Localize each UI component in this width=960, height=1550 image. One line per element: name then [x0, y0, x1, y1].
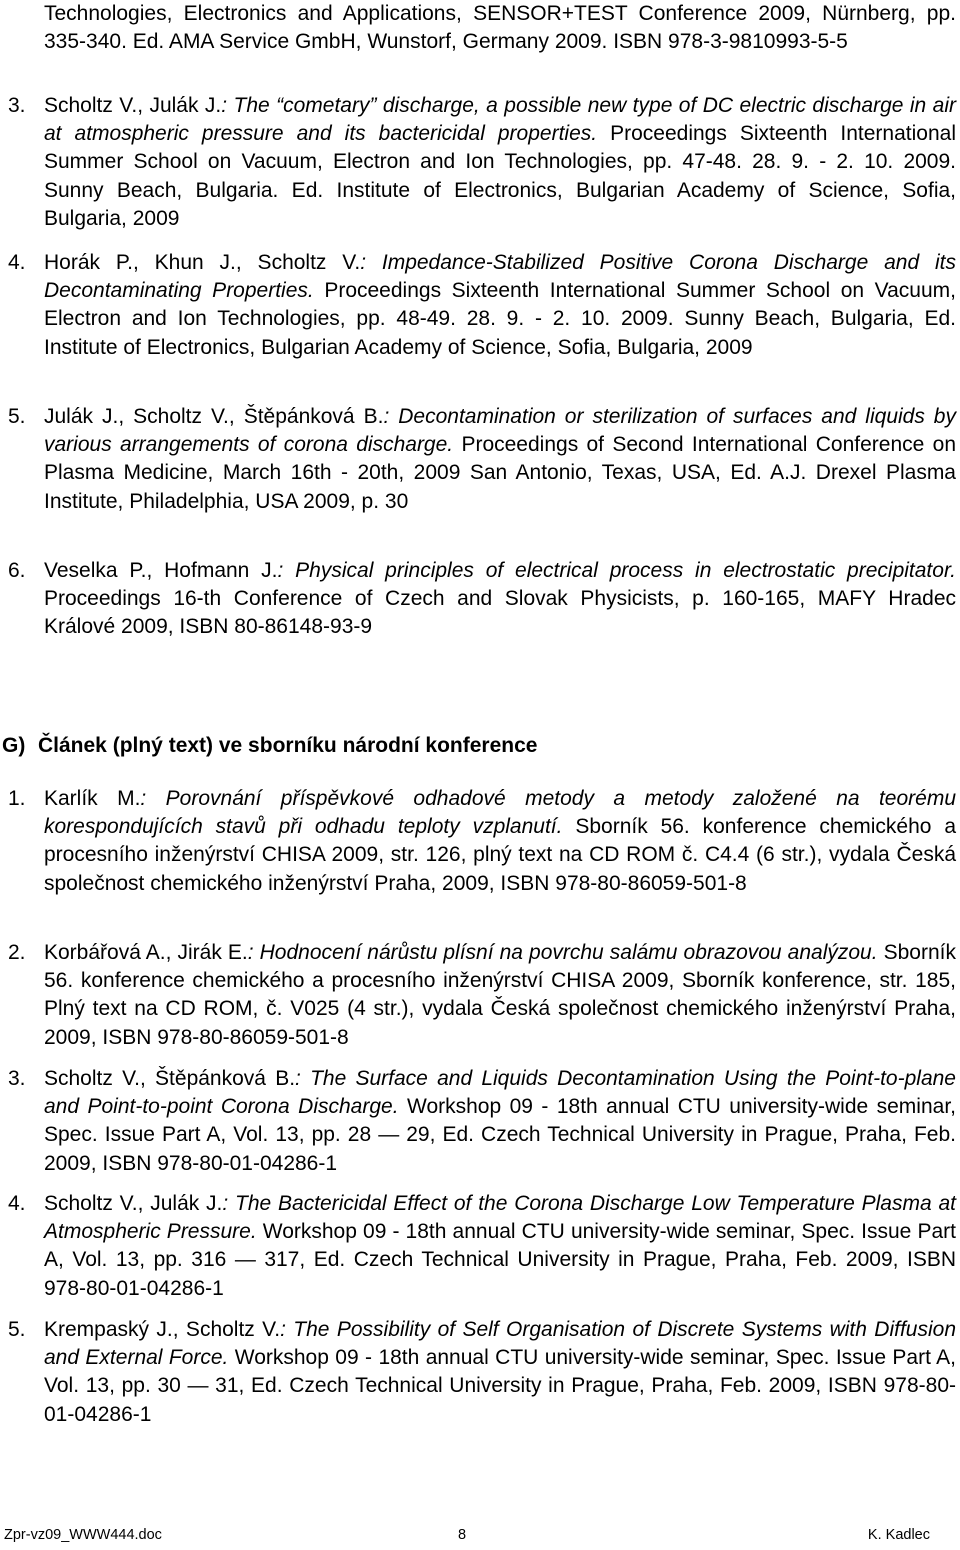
entry-authors: Scholtz V., Julák J.	[44, 1192, 223, 1215]
entry-number: 4.	[8, 1192, 26, 1215]
entry-authors: Karlík M.	[44, 787, 141, 810]
footer-page-number: 8	[458, 1527, 467, 1543]
entry-authors: Krempaský J., Scholtz V.	[44, 1318, 281, 1341]
reference-entry	[8, 249, 956, 362]
entry-number: 3.	[8, 1067, 26, 1090]
reference-entry	[8, 557, 956, 642]
entry-details: Proceedings of Second International Conference on Plasma Medicine, March 16th - 20th, 2009 San Antonio, Texas, USA, Ed. A.J. Drexel Plasma Institute, Philadelphia, USA 2009, p. 30	[44, 433, 957, 513]
entry-authors: Korbářová A., Jirák E.	[44, 941, 248, 964]
entry-number: 6.	[8, 559, 26, 582]
reference-entry	[8, 1316, 956, 1429]
entry-number: 2.	[8, 941, 26, 964]
section-title: Článek (plný text) ve sborníku národní konference	[38, 734, 538, 757]
page-footer	[0, 1525, 960, 1549]
entry-details: Workshop 09 - 18th annual CTU university-wide seminar, Spec. Issue Part A, Vol. 13, pp. 28 ― 29, Ed. Czech Technical University in Prague, Praha, Feb. 2009, ISBN 978-80-01-04286-1	[44, 1095, 956, 1175]
footer-author: K. Kadlec	[867, 1527, 930, 1543]
entry-authors: Scholtz V., Štěpánková B.	[44, 1067, 296, 1090]
entry-authors: Julák J., Scholtz V., Štěpánková B.	[44, 405, 384, 428]
entry-title: : Porovnání příspěvkové odhadové metody a metody založené na teorému korespondujících stavů při odhadu teploty vzplanutí.	[44, 787, 957, 839]
entry-title: : Hodnocení nárůstu plísní na povrchu salámu obrazovou analýzou.	[247, 941, 878, 964]
entry-number: 1.	[8, 787, 26, 810]
section-heading	[2, 732, 537, 760]
entry-details: Sborník 56. konference chemického a procesního inženýrství CHISA 2009, str. 126, plný text na CD ROM č. C4.4 (6 str.), vydala Česká společnost chemického inženýrství Praha, 2009, ISBN 978-80-86059-501-8	[44, 815, 956, 895]
reference-entry	[8, 939, 956, 1052]
entry-authors: Scholtz V., Julák J.	[44, 94, 222, 117]
entry-authors: Horák P., Khun J., Scholtz V.	[44, 251, 361, 274]
entry-number: 5.	[8, 405, 26, 428]
reference-entry	[8, 1190, 956, 1303]
footer-filename: Zpr-vz09_WWW444.doc	[4, 1527, 162, 1543]
entry-title: : The Surface and Liquids Decontamination Using the Point-to-plane and Point-to-point Corona Discharge.	[44, 1067, 956, 1119]
entry-details: Proceedings Sixteenth International Summer School on Vacuum, Electron and Ion Technologies, pp. 48-49. 28. 9. - 2. 10. 2009. Sunny Beach, Bulgaria, Ed. Institute of Electronics, Bulgarian Academy of Science, Sofia, Bulgaria, 2009	[44, 279, 956, 359]
reference-entry	[8, 1065, 956, 1178]
continued-entry	[8, 0, 956, 56]
entry-details: Workshop 09 - 18th annual CTU university-wide seminar, Spec. Issue Part A, Vol. 13, pp. 316 ― 317, Ed. Czech Technical University in Prague, Praha, Feb. 2009, ISBN 978-80-01-04286-1	[44, 1220, 956, 1300]
entry-title: : The “cometary” discharge, a possible new type of DC electric discharge in air at atmospheric pressure and its bactericidal properties.	[44, 94, 956, 146]
entry-number: 5.	[8, 1318, 26, 1341]
entry-title: : Physical principles of electrical process in electrostatic precipitator.	[277, 559, 956, 582]
entry-authors: Veselka P., Hofmann J.	[44, 559, 278, 582]
entry-title: : Decontamination or sterilization of surfaces and liquids by various arrangements of corona discharge.	[44, 405, 956, 457]
entry-details: Sborník 56. konference chemického a procesního inženýrství CHISA 2009, Sborník konference, str. 185, Plný text na CD ROM, č. V025 (4 str.), vydala Česká společnost chemického inženýrství Praha, 2009, ISBN 978-80-86059-501-8	[44, 941, 956, 1049]
entry-title: : The Bactericidal Effect of the Corona Discharge Low Temperature Plasma at Atmospheric Pressure.	[44, 1192, 956, 1244]
section-letter: G)	[2, 734, 26, 757]
entry-details: Proceedings Sixteenth International Summer School on Vacuum, Electron and Ion Technologies, pp. 47-48. 28. 9. - 2. 10. 2009. Sunny Beach, Bulgaria. Ed. Institute of Electronics, Bulgarian Academy of Science, Sofia, Bulgaria, 2009	[44, 122, 956, 230]
entry-number: 4.	[8, 251, 26, 274]
continued-entry-text: Technologies, Electronics and Applications, SENSOR+TEST Conference 2009, Nürnberg, pp. 335-340. Ed. AMA Service GmbH, Wunstorf, Germany 2009. ISBN 978-3-9810993-5-5	[44, 2, 956, 54]
entry-details: Workshop 09 - 18th annual CTU university-wide seminar, Spec. Issue Part A, Vol. 13, pp. 30 ― 31, Ed. Czech Technical University in Prague, Praha, Feb. 2009, ISBN 978-80-01-04286-1	[44, 1346, 956, 1426]
entry-title: : Impedance-Stabilized Positive Corona Discharge and its Decontaminating Properties.	[44, 251, 956, 303]
entry-title: : The Possibility of Self Organisation of Discrete Systems with Diffusion and External Force.	[44, 1318, 957, 1370]
reference-entry	[8, 92, 956, 233]
reference-entry	[8, 785, 956, 898]
reference-entry	[8, 403, 956, 516]
entry-number: 3.	[8, 94, 26, 117]
entry-details: Proceedings 16-th Conference of Czech and Slovak Physicists, p. 160-165, MAFY Hradec Králové 2009, ISBN 80-86148-93-9	[44, 587, 956, 639]
